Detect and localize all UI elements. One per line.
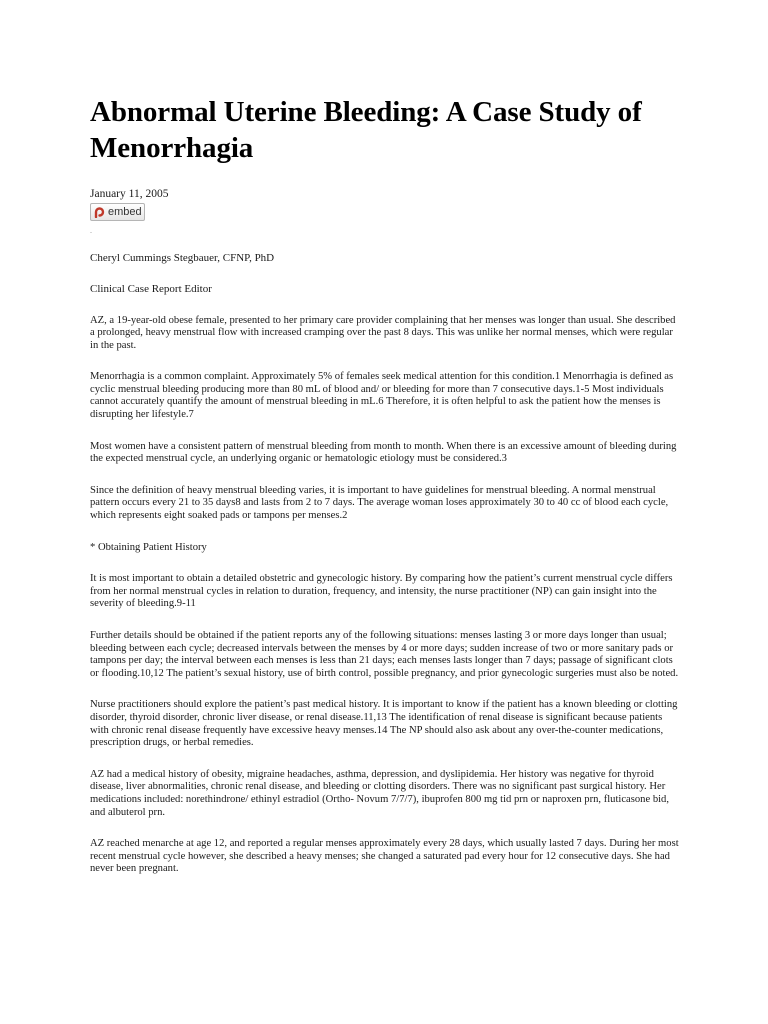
paragraph: AZ had a medical history of obesity, migraine headaches, asthma, depression, and dyslipidemia. Her history was negative for thyroid disease, liver abnormalities, chronic renal disease, and bleeding or clotting disorders. There was no significant past surgical history. Her medications included: norethindrone/ ethinyl estradiol (Ortho- Novum 7/7/7), ibuprofen 800 mg tid prn or naproxen prn, fluticasone bid, and albuterol prn. (90, 768, 669, 818)
paragraph: Nurse practitioners should explore the patient’s past medical history. It is important to know if the patient has a known bleeding or clotting disorder, thyroid disorder, chronic liver disease, or renal disease.11,13 The identification of renal disease is significant because patients with chronic renal disease frequently have excessive heavy menses.14 The NP should also ask about any over-the-counter medications, prescription drugs, or herbal remedies. (90, 699, 678, 749)
article-title: Abnormal Uterine Bleeding: A Case Study of Menorrhagia (90, 96, 642, 164)
paragraph: Menorrhagia is a common complaint. Approximately 5% of females seek medical attention for this condition.1 Menorrhagia is defined as cyclic menstrual bleeding producing more than 80 mL of blood and/ or bleeding for more than 7 consecutive days.1-5 Most individuals cannot accurately quantify the amount of menstrual bleeding in mL.6 Therefore, it is often helpful to ask the patient how the menses is disrupting her lifestyle.7 (90, 371, 674, 421)
article (90, 94, 680, 876)
paragraph: Since the definition of heavy menstrual bleeding varies, it is important to have guidelines for menstrual bleeding. A normal menstrual pattern occurs every 21 to 35 days8 and lasts from 2 to 7 days. The average woman loses approximately 30 to 40 cc of blood each cycle, which represents eight soaked pads or tampons per menses.2 (90, 484, 669, 522)
paragraph: Most women have a consistent pattern of menstrual bleeding from month to month. When there is an excessive amount of bleeding during the expected menstrual cycle, an underlying organic or hematologic etiology must be considered.3 (90, 440, 677, 465)
section-heading: * Obtaining Patient History (90, 541, 207, 553)
embed-button[interactable] (90, 203, 145, 221)
publish-date: January 11, 2005 (90, 188, 169, 200)
author-name: Cheryl Cummings Stegbauer, CFNP, PhD (90, 251, 275, 264)
paragraph: It is most important to obtain a detailed obstetric and gynecologic history. By comparing how the patient’s current menstrual cycle differs from her normal menstrual cycles in relation to duration, frequency, and intensity, the nurse practitioner (NP) can gain insight into the severity of bleeding.9-11 (90, 573, 673, 610)
separator-dot: . (90, 225, 92, 235)
paragraph: AZ reached menarche at age 12, and reported a regular menses approximately every 28 days, which usually lasted 7 days. During her most recent menstrual cycle however, she described a heavy menses; she changed a saturated pad every hour for 12 consecutive days. She had never been pregnant. (90, 838, 679, 875)
author-role: Clinical Case Report Editor (90, 282, 212, 295)
embed-logo-icon (94, 207, 105, 218)
embed-label: embed (108, 206, 142, 218)
paragraph: Further details should be obtained if the patient reports any of the following situations: menses lasting 3 or more days longer than usual; bleeding between each cycle; decreased intervals between the menses by 4 or more days; sudden increase of two or more sanitary pads or tampons per day; the interval between each menses is less than 21 days; each menses lasts longer than 7 days; passage of significant clots or flooding.10,12 The patient’s sexual history, use of birth control, possible pregnancy, and prior gynecologic surgeries must also be noted. (90, 630, 679, 679)
paragraph: AZ, a 19-year-old obese female, presented to her primary care provider complaining that her menses was longer than usual. She described a prolonged, heavy menstrual flow with increased cramping over the past 8 days. This was unlike her normal menses, which were regular in the past. (90, 314, 676, 351)
